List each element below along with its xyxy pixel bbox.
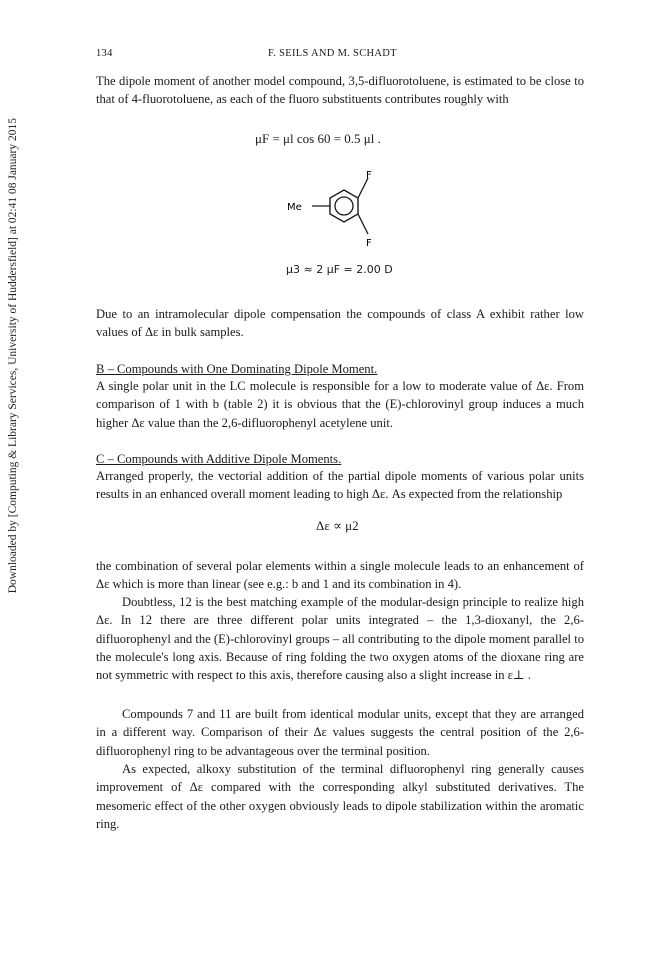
doubtless-paragraph: Doubtless, 12 is the best matching example of the modular-design principle to realize high Δε. In 12 there are three different polar units integrated – the 1,3-dioxanyl, the 2,6-difluorophenyl and the (E)-chlorovinyl groups – all contributing to the dipole moment parallel to the molecule's long axis. Because of ring folding the two oxygen atoms of the dioxane ring are not symmetric with respect to this axis, therefore causing also a slight increase in ε⊥ .: [96, 595, 584, 683]
section-b-heading: B – Compounds with One Dominating Dipole Moment.: [96, 362, 378, 376]
compounds-paragraph: Compounds 7 and 11 are built from identical modular units, except that they are arranged in a different way. Comparison of their Δε values suggests the central position of the 2,6-difluorophenyl ring to be advantageous over the terminal position.: [96, 707, 584, 758]
section-c-paragraph: Arranged properly, the vectorial addition of the partial dipole moments of various polar units results in an enhanced overall moment leading to high Δε. As expected from the relationship: [96, 469, 584, 502]
equation-delta-epsilon: Δε ∝ μ2: [316, 518, 359, 533]
section-b-paragraph: A single polar unit in the LC molecule is responsible for a low to moderate value of Δε. From comparison of 1 with b (table 2) it is obvious that the (E)-chlorovinyl group induces a much higher Δε value than the 2,6-difluorophenyl acetylene unit.: [96, 379, 584, 430]
running-header-authors: F. SEILS AND M. SCHADT: [268, 48, 397, 59]
download-notice: [2, 56, 24, 656]
difluorotoluene-structure: [282, 170, 392, 265]
combination-paragraph: the combination of several polar elements within a single molecule leads to an enhancement of Δε which is more than linear (see e.g.: b and 1 and its combination in 4).: [96, 559, 584, 592]
fluoro-bottom-label: F: [366, 238, 372, 249]
section-c-heading: C – Compounds with Additive Dipole Moments.: [96, 452, 342, 466]
fluoro-top-label: F: [366, 170, 372, 181]
methyl-label: Me: [287, 202, 302, 213]
page-number: 134: [96, 48, 113, 59]
class-a-paragraph: Due to an intramolecular dipole compensation the compounds of class A exhibit rather low values of Δε in bulk samples.: [96, 307, 584, 340]
download-notice-text: Downloaded by [Computing & Library Services, University of Huddersfield] at 02:41 08 January 2015: [7, 118, 19, 594]
molecule-dipole-caption: μ3 ≈ 2 μF = 2.00 D: [286, 263, 393, 276]
equation-mu-f: μF = μl cos 60 = 0.5 μl .: [255, 131, 381, 146]
intro-paragraph: The dipole moment of another model compound, 3,5-difluorotoluene, is estimated to be close to that of 4-fluorotoluene, as each of the fluoro substituents contributes roughly with: [96, 74, 584, 107]
alkoxy-paragraph: As expected, alkoxy substitution of the terminal difluorophenyl ring generally causes improvement of Δε compared with the corresponding alkyl substituted derivatives. The mesomeric effect of the other oxygen obviously leads to dipole stabilization within the aromatic ring.: [96, 762, 584, 831]
